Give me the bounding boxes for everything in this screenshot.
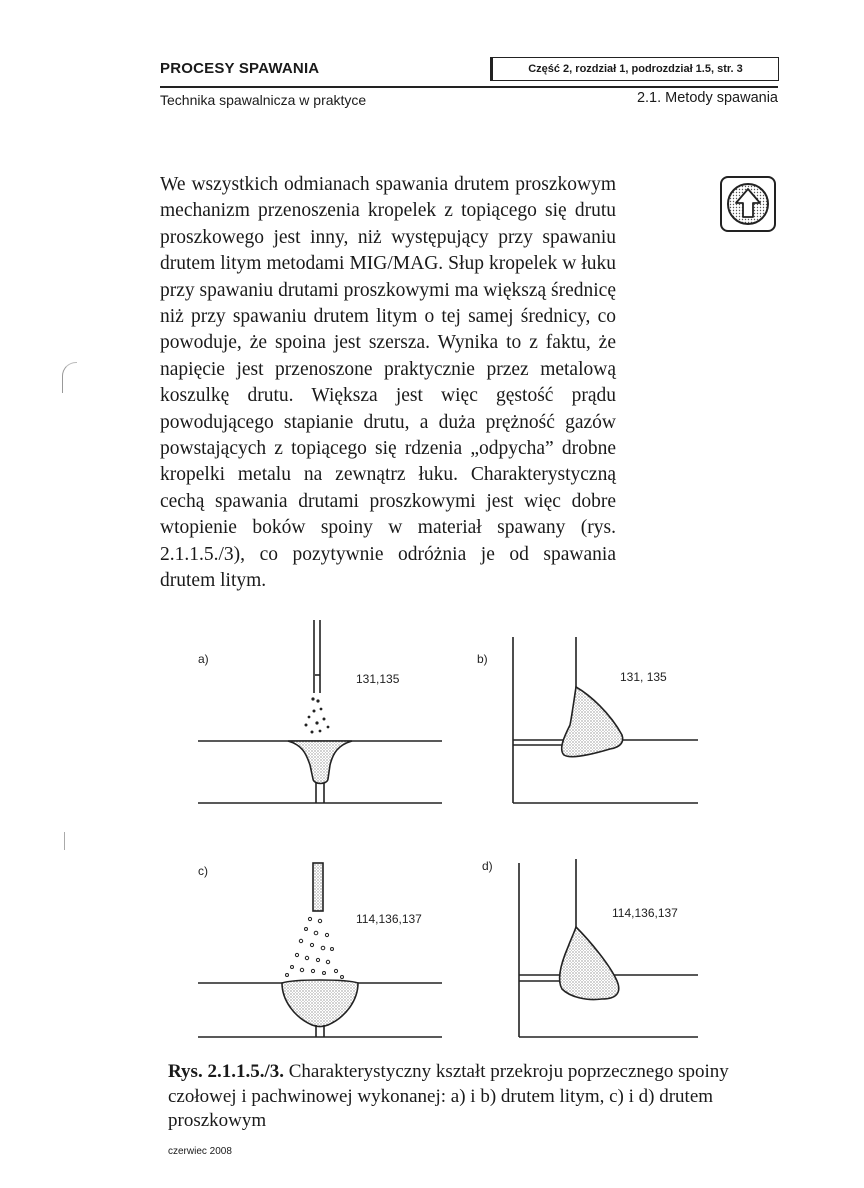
panel-letter-c: c): [198, 864, 208, 878]
panel-code-c: 114,136,137: [356, 912, 422, 926]
panel-code-a: 131,135: [356, 672, 400, 686]
header-section: 2.1. Metody spawania: [636, 90, 778, 106]
header-rule: [160, 86, 778, 88]
weld-cross-section-figure: [170, 615, 710, 1055]
header-title: PROCESY SPAWANIA: [160, 60, 320, 77]
panel-code-b: 131, 135: [620, 670, 667, 684]
panel-letter-d: d): [482, 859, 493, 873]
caption-text: Charakterystyczny kształt przekroju poprzecznego spoiny czołowej i pachwinowej wykonanej: a) i b) drutem litym, c) i d) drutem proszkowym: [168, 1061, 729, 1131]
header-subtitle: Technika spawalnicza w praktyce: [160, 92, 367, 108]
panel-letter-a: a): [198, 652, 209, 666]
footer-date: czerwiec 2008: [168, 1146, 232, 1157]
scan-artifact: [62, 362, 77, 393]
body-paragraph: We wszystkich odmianach spawania drutem proszkowym mechanizm przenoszenia kropelek z topiącego się drutu proszkowego jest inny, niż występujący przy spawaniu drutem litym metodami MIG/MAG. Słup kropelek w łuku przy spawaniu drutami proszkowymi ma większą średnicę niż przy spawaniu drutem litym o tej samej średnicy, co powoduje, że spoina jest szersza. Wynika to z faktu, że napięcie jest przenoszone praktycznie przez metalową koszulkę drutu. Większa jest więc gęstość prądu powodującego stapianie drutu, a duża prężność gazów powstających z topiącego się rdzenia „odpycha” drobne kropelki metalu na zewnątrz łuku. Charakterystyczną cechą spawania drutami proszkowymi jest więc dobre wtopienie boków spoiny w materiał spawany (rys. 2.1.1.5./3), co pozytywnie odróżnia je od spawania drutem litym.: [160, 174, 616, 592]
header-reference: Część 2, rozdział 1, podrozdział 1.5, str. 3: [490, 57, 779, 81]
panel-letter-b: b): [477, 652, 488, 666]
panel-code-d: 114,136,137: [612, 906, 678, 920]
scan-artifact: [64, 832, 66, 850]
caption-label: Rys. 2.1.1.5./3.: [168, 1061, 284, 1082]
figure-caption: [168, 1060, 788, 1134]
up-arrow-icon: [720, 176, 776, 232]
